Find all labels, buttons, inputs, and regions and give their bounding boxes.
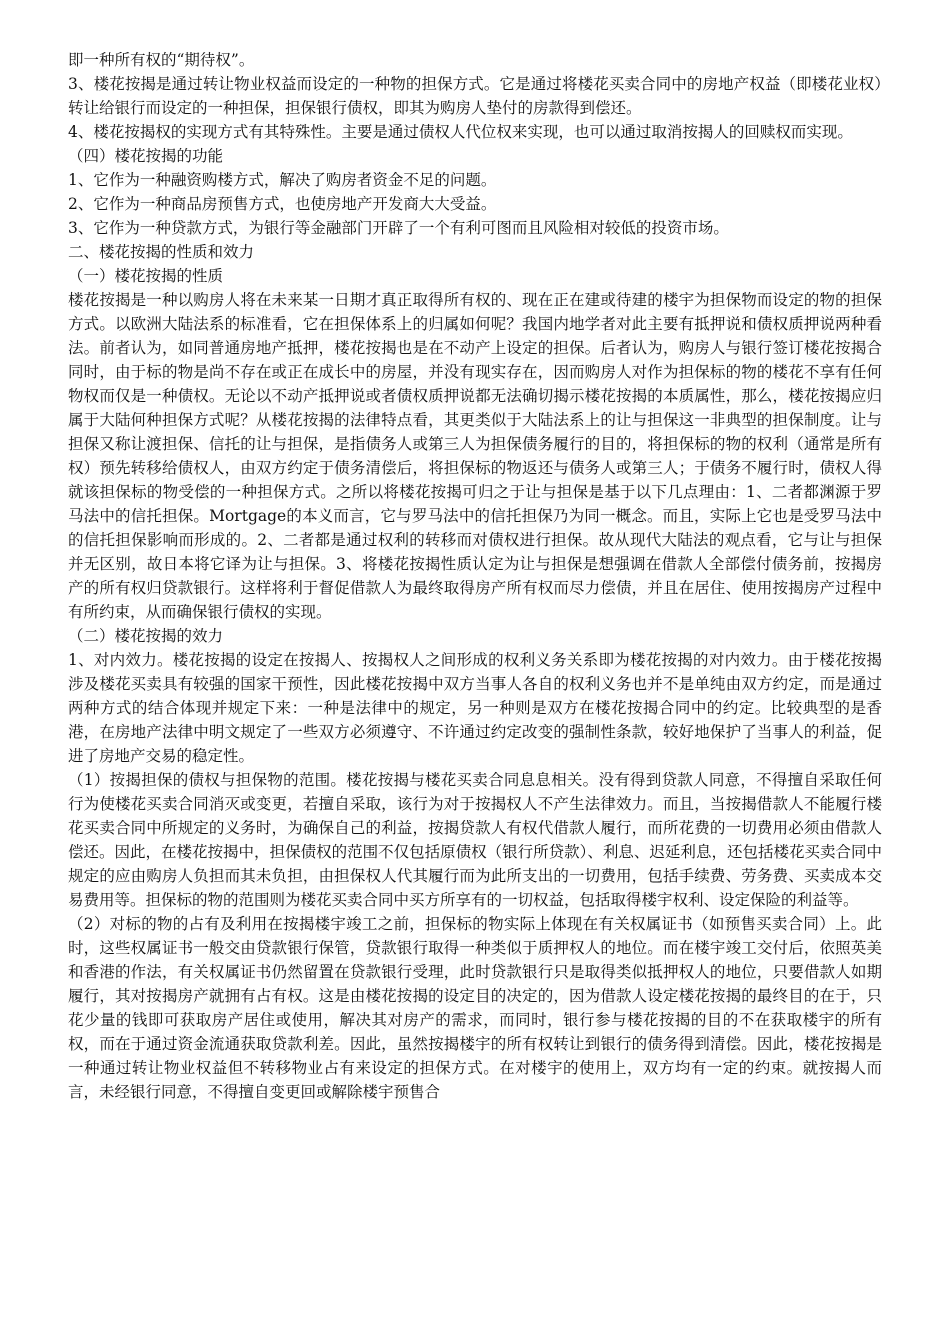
paragraph: 1、它作为一种融资购楼方式，解决了购房者资金不足的问题。 — [68, 171, 497, 189]
section-heading: 二、楼花按揭的性质和效力 — [68, 243, 255, 261]
paragraph: 1、对内效力。楼花按揭的设定在按揭人、按揭权人之间形成的权利义务关系即为楼花按揭的对内效力。由于楼花按揭涉及楼花买卖具有较强的国家干预性，因此楼花按揭中双方当事人各自的权利义务也并不是单纯由双方约定，而是通过两种方式的结合体现并规定下来：一种是法律中的规定，另一种则是双方在楼花按揭合同中的约定。比较典型的是香港，在房地产法律中明文规定了一些双方必须遵守、不许通过约定改变的强制性条款，较好地保护了当事人的利益，促进了房地产交易的稳定性。 — [68, 651, 882, 765]
section-heading: （二）楼花按揭的效力 — [68, 627, 224, 645]
document-body — [68, 48, 882, 1104]
paragraph: 2、它作为一种商品房预售方式，也使房地产开发商大大受益。 — [68, 195, 497, 213]
paragraph: 楼花按揭是一种以购房人将在未来某一日期才真正取得所有权的、现在正在建或待建的楼宇为担保物而设定的物的担保方式。以欧洲大陆法系的标准看，它在担保体系上的归属如何呢？我国内地学者对此主要有抵押说和债权质押说两种看法。前者认为，如同普通房地产抵押，楼花按揭也是在不动产上设定的担保。后者认为，购房人与银行签订楼花按揭合同时，由于标的物是尚不存在或正在成长中的房屋，并没有现实存在，因而购房人对作为担保标的物的楼花不享有任何物权而仅是一种债权。无论以不动产抵押说或者债权质押说都无法确切揭示楼花按揭的本质属性，那么，楼花按揭应归属于大陆何种担保方式呢？从楼花按揭的法律特点看，其更类似于大陆法系上的让与担保这一非典型的担保制度。让与担保又称让渡担保、信托的让与担保，是指债务人或第三人为担保债务履行的目的，将担保标的物的权利（通常是所有权）预先转移给债权人，由双方约定于债务清偿后，将担保标的物返还与债务人或第三人；于债务不履行时，债权人得就该担保标的物受偿的一种担保方式。之所以将楼花按揭可归之于让与担保是基于以下几点理由：1、二者都渊源于罗马法中的信托担保。Mortgage的本义而言，它与罗马法中的信托担保乃为同一概念。而且，实际上它也是受罗马法中的信托担保影响而形成的。2、二者都是通过权利的转移而对债权进行担保。故从现代大陆法的观点看，它与让与担保并无区别，故日本将它译为让与担保。3、将楼花按揭性质认定为让与担保是想强调在借款人全部偿付债务前，按揭房产的所有权归贷款银行。这样将利于督促借款人为最终取得房产所有权而尽力偿债，并且在居住、使用按揭房产过程中有所约束，从而确保银行债权的实现。 — [68, 291, 882, 621]
paragraph: 3、它作为一种贷款方式，为银行等金融部门开辟了一个有利可图而且风险相对较低的投资市场。 — [68, 219, 729, 237]
section-heading: （四）楼花按揭的功能 — [68, 147, 224, 165]
section-heading: （一）楼花按揭的性质 — [68, 267, 224, 285]
paragraph: 4、楼花按揭权的实现方式有其特殊性。主要是通过债权人代位权来实现，也可以通过取消按揭人的回赎权而实现。 — [68, 123, 853, 141]
paragraph: 即一种所有权的“期待权”。 — [68, 51, 255, 69]
paragraph: （1）按揭担保的债权与担保物的范围。楼花按揭与楼花买卖合同息息相关。没有得到贷款人同意，不得擅自采取任何行为使楼花买卖合同消灭或变更，若擅自采取，该行为对于按揭权人不产生法律效力。而且，当按揭借款人不能履行楼花买卖合同中所规定的义务时，为确保自己的利益，按揭贷款人有权代借款人履行，而所花费的一切费用必须由借款人偿还。因此，在楼花按揭中，担保债权的范围不仅包括原债权（银行所贷款）、利息、迟延利息，还包括楼花买卖合同中规定的应由购房人负担而其未负担，由担保权人代其履行而为此所支出的一切费用，包括手续费、劳务费、买卖成本交易费用等。担保标的物的范围则为楼花买卖合同中买方所享有的一切权益，包括取得楼宇权利、设定保险的利益等。 — [68, 771, 882, 909]
paragraph: 3、楼花按揭是通过转让物业权益而设定的一种物的担保方式。它是通过将楼花买卖合同中的房地产权益（即楼花业权）转让给银行而设定的一种担保，担保银行债权，即其为购房人垫付的房款得到偿还。 — [68, 75, 882, 117]
paragraph: （2）对标的物的占有及利用在按揭楼宇竣工之前，担保标的物实际上体现在有关权属证书（如预售买卖合同）上。此时，这些权属证书一般交由贷款银行保管，贷款银行取得一种类似于质押权人的地位。而在楼宇竣工交付后，依照英美和香港的作法，有关权属证书仍然留置在贷款银行受理，此时贷款银行只是取得类似抵押权人的地位，只要借款人如期履行，其对按揭房产就拥有占有权。这是由楼花按揭的设定目的决定的，因为借款人设定楼花按揭的最终目的在于，只花少量的钱即可获取房产居住或使用，解决其对房产的需求，而同时，银行参与楼花按揭的目的不在获取楼宇的所有权，而在于通过资金流通获取贷款利差。因此，虽然按揭楼宇的所有权转让到银行的债务得到清偿。因此，楼花按揭是一种通过转让物业权益但不转移物业占有来设定的担保方式。在对楼宇的使用上，双方均有一定的约束。就按揭人而言，未经银行同意，不得擅自变更回或解除楼宇预售合 — [68, 915, 882, 1101]
